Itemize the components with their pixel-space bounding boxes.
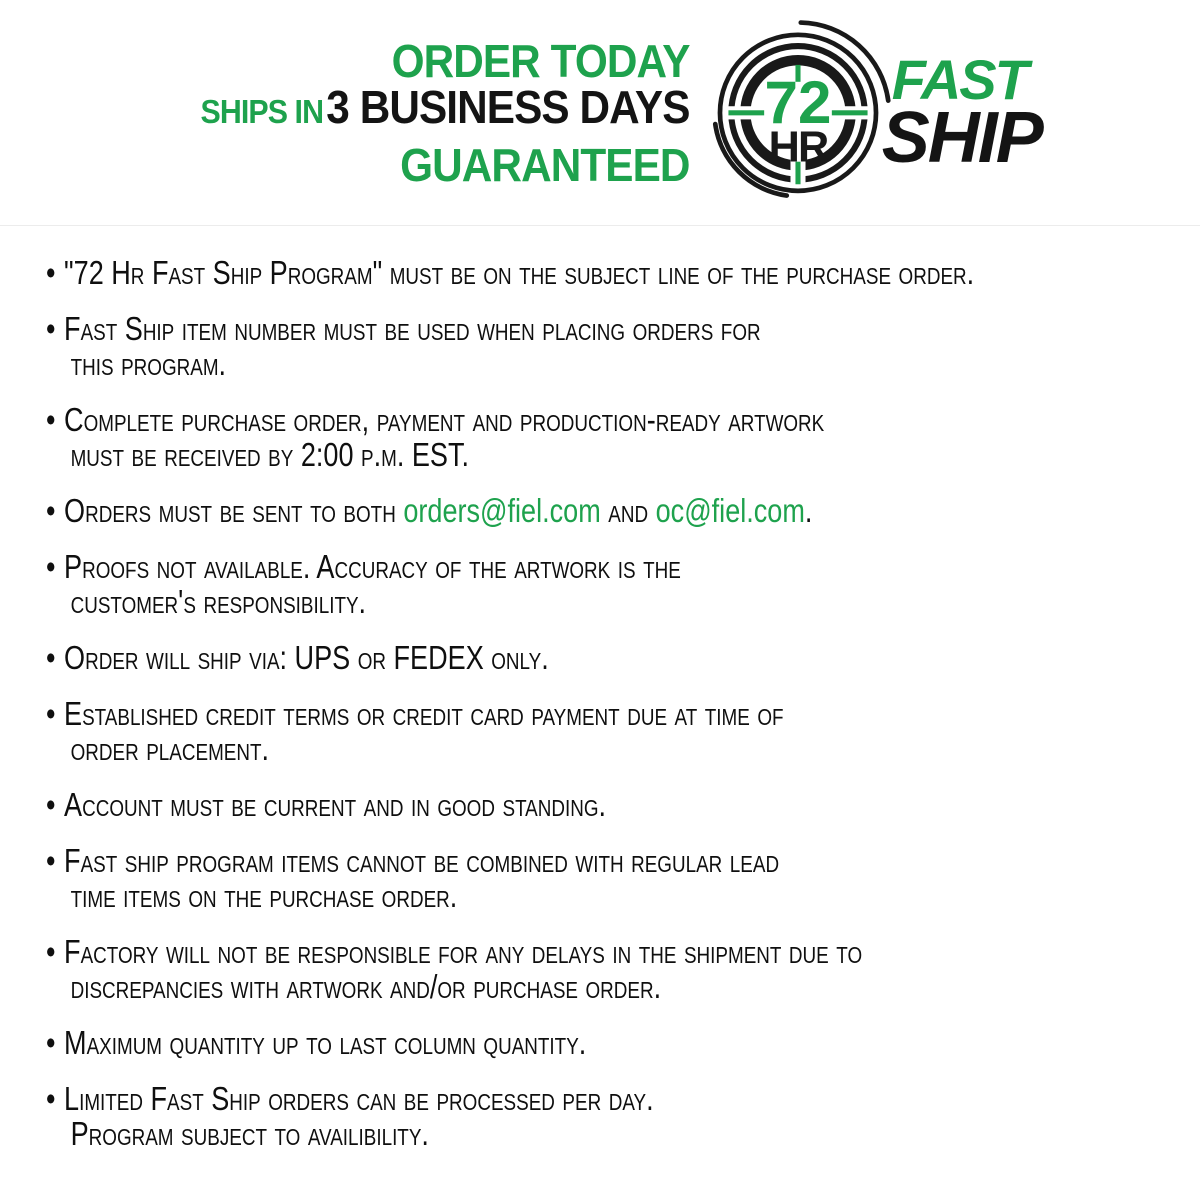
term-item [46, 255, 1200, 290]
bullet-dot: • [46, 401, 56, 438]
term-item [46, 696, 1200, 766]
term-item [46, 311, 1200, 381]
term-line [46, 493, 992, 528]
term-item [46, 493, 1200, 528]
term-line [46, 640, 992, 675]
term-line [46, 437, 992, 472]
term-line [46, 787, 992, 822]
term-text: Limited Fast Ship orders can be processed per day. [64, 1080, 654, 1117]
email-link-orders[interactable]: orders@fiel.com [403, 492, 601, 529]
clock-72-text: 72 [764, 69, 832, 137]
term-text: Account must be current and in good standing. [64, 786, 607, 823]
term-item [46, 934, 1200, 1004]
term-line [46, 1025, 992, 1060]
term-line [46, 549, 992, 584]
terms-list [46, 255, 1200, 1151]
bullet-dot: • [46, 639, 56, 676]
term-text: Order will ship via: UPS or FEDEX only. [64, 639, 549, 676]
email-link-oc[interactable]: oc@fiel.com [655, 492, 805, 529]
bullet-dot: • [46, 310, 56, 347]
bullet-dot: • [46, 1080, 56, 1117]
bullet-dot: • [46, 548, 56, 585]
term-text: Factory will not be responsible for any delays in the shipment due to [64, 933, 863, 970]
order-today-text: ORDER TODAY [391, 34, 690, 87]
ships-in-text: SHIPS IN [200, 92, 324, 130]
term-text: . [804, 492, 813, 529]
72hr-clock-logo [704, 16, 892, 209]
fast-text: FAST [891, 47, 1027, 111]
term-line [46, 402, 992, 437]
term-item [46, 787, 1200, 822]
term-line [46, 346, 992, 381]
bullet-dot: • [46, 933, 56, 970]
term-text: Fast Ship item number must be used when placing orders for [64, 310, 761, 347]
term-item [46, 402, 1200, 472]
term-text: Complete purchase order, payment and production-ready artwork [64, 401, 825, 438]
term-text: must be received by 2:00 p.m. EST. [70, 436, 470, 473]
clock-icon [704, 16, 892, 204]
term-text: Proofs not available. Accuracy of the artwork is the [64, 548, 681, 585]
bullet-dot: • [46, 1024, 56, 1061]
term-line [46, 969, 992, 1004]
term-item [46, 843, 1200, 913]
term-text: order placement. [70, 730, 270, 767]
term-text: "72 Hr Fast Ship Program" must be on the subject line of the purchase order. [64, 254, 975, 291]
bullet-dot: • [46, 842, 56, 879]
tick-right [832, 110, 868, 115]
term-item [46, 1025, 1200, 1060]
term-text: Fast ship program items cannot be combined with regular lead [64, 842, 780, 879]
bullet-dot: • [46, 786, 56, 823]
bullet-dot: • [46, 254, 56, 291]
ships-line [200, 80, 690, 142]
term-line [46, 584, 992, 619]
term-item [46, 640, 1200, 675]
business-days-text: 3 BUSINESS DAYS [326, 80, 690, 133]
term-text: this program. [70, 345, 227, 382]
term-text: Program subject to availibility. [70, 1115, 429, 1152]
term-line [46, 255, 992, 290]
term-line [46, 1116, 992, 1151]
guaranteed-text: GUARANTEED [400, 138, 690, 191]
term-text: customer's responsibility. [70, 583, 367, 620]
term-text: and [600, 492, 656, 529]
term-line [46, 1081, 992, 1116]
term-item [46, 549, 1200, 619]
term-line [46, 696, 992, 731]
header-banner [0, 0, 1200, 226]
fast-ship-wordmark [881, 47, 1042, 179]
term-line [46, 731, 992, 766]
tick-left [728, 110, 764, 115]
term-line [46, 934, 992, 969]
term-line [46, 878, 992, 913]
ship-text: SHIP [881, 98, 1042, 179]
term-line [46, 843, 992, 878]
term-line [46, 311, 992, 346]
bullet-dot: • [46, 695, 56, 732]
term-text: discrepancies with artwork and/or purchase order. [70, 968, 662, 1005]
term-text: time items on the purchase order. [70, 877, 458, 914]
clock-hr-text: HR [768, 123, 828, 172]
term-text: Orders must be sent to both [64, 492, 404, 529]
header-promo [200, 34, 690, 191]
term-text: Maximum quantity up to last column quantity. [64, 1024, 587, 1061]
term-text: Established credit terms or credit card payment due at time of [64, 695, 784, 732]
term-item [46, 1081, 1200, 1151]
bullet-dot: • [46, 492, 56, 529]
